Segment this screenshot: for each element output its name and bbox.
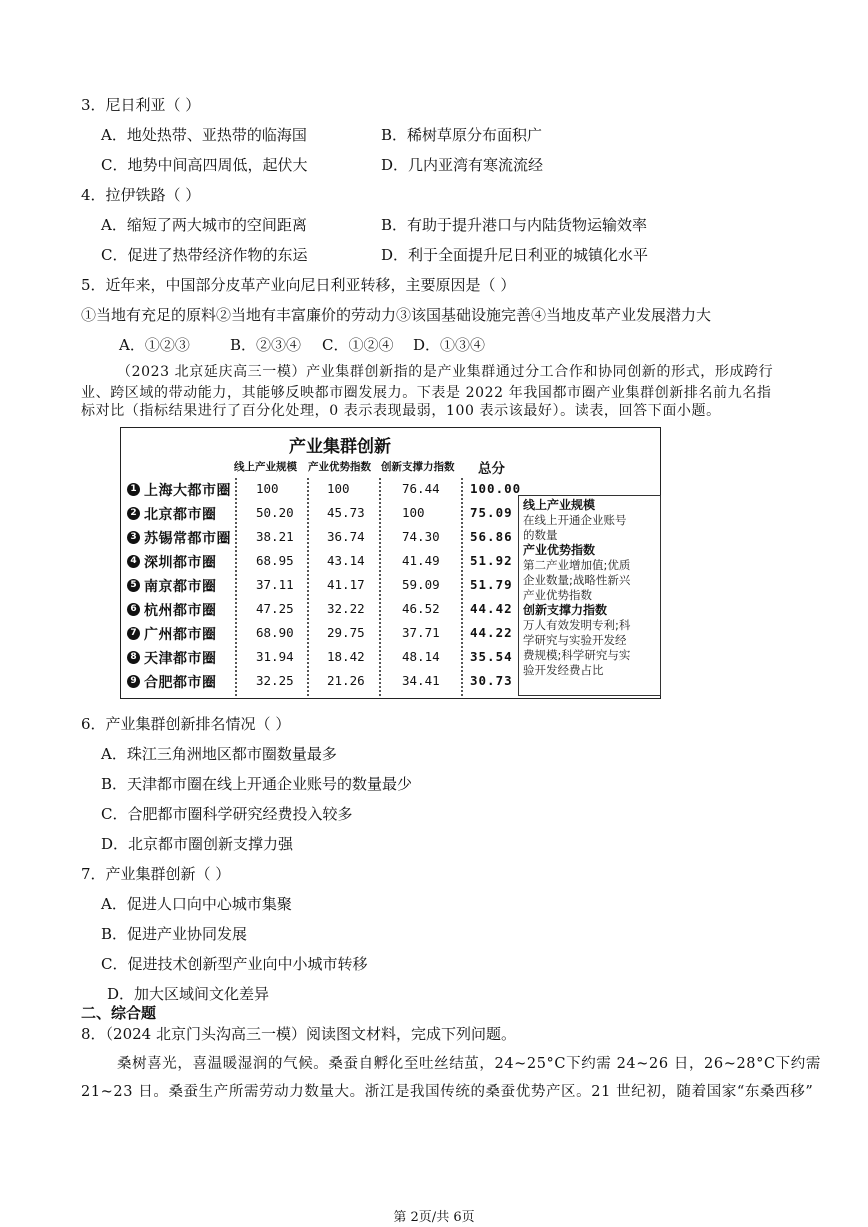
header-total: 总分 (478, 461, 505, 477)
cell-advantage-index: 18.42 (327, 649, 365, 664)
q8-material-line-1: 桑树喜光，喜温暖湿润的气候。桑蚕自孵化至吐丝结茧，24~25°C下约需 24~26 日，26~28°C下约需 (117, 1056, 821, 1072)
cell-innovation-index: 48.14 (402, 649, 440, 664)
q4-option-b: B．有助于提升港口与内陆货物运输效率 (381, 216, 648, 234)
legend-desc: 验开发经费占比 (523, 663, 604, 677)
cell-innovation-index: 34.41 (402, 673, 440, 688)
header-innovation-index: 创新支撑力指数 (381, 461, 455, 473)
table-row (121, 671, 516, 695)
cell-innovation-index: 74.30 (402, 529, 440, 544)
cell-advantage-index: 100 (327, 481, 350, 496)
cell-online-scale: 68.95 (256, 553, 294, 568)
figure-title: 产业集群创新 (289, 437, 391, 457)
intro-line-1: （2023 北京延庆高三一模）产业集群创新指的是产业集群通过分工合作和协同创新的形式，形成跨行 (117, 364, 774, 380)
header-advantage-index: 产业优势指数 (308, 461, 371, 473)
legend-desc: 万人有效发明专利;科 (523, 618, 631, 632)
cell-advantage-index: 43.14 (327, 553, 365, 568)
cell-innovation-index: 46.52 (402, 601, 440, 616)
q7-option-d: D．加大区域间文化差异 (107, 985, 270, 1003)
cell-online-scale: 68.90 (256, 625, 294, 640)
q3-stem: 3．尼日利亚（ ） (81, 96, 201, 114)
q7-stem: 7．产业集群创新（ ） (81, 865, 231, 883)
q6-option-c: C．合肥都市圈科学研究经费投入较多 (101, 805, 353, 823)
cell-innovation-index: 100 (402, 505, 425, 520)
cell-advantage-index: 21.26 (327, 673, 365, 688)
q8-stem: 8．（2024 北京门头沟高三一模）阅读图文材料，完成下列问题。 (81, 1025, 516, 1043)
q4-stem: 4．拉伊铁路（ ） (81, 186, 201, 204)
cell-online-scale: 50.20 (256, 505, 294, 520)
table-row (121, 575, 516, 599)
cell-innovation-index: 59.09 (402, 577, 440, 592)
table-row (121, 479, 522, 503)
legend-desc: 第二产业增加值;优质 (523, 558, 631, 572)
rank-badge: 6 (127, 603, 140, 616)
section-heading: 二、综合题 (81, 1004, 157, 1022)
cell-online-scale: 31.94 (256, 649, 294, 664)
page-footer: 第 2页/共 6页 (393, 1210, 475, 1225)
cell-total: 30.73 (470, 673, 513, 688)
city-name: 深圳都市圈 (144, 555, 217, 571)
q5-option-c: C．①②④ (322, 336, 394, 354)
cell-total: 75.09 (470, 505, 513, 520)
header-online-scale: 线上产业规模 (234, 461, 297, 473)
legend-heading: 产业优势指数 (523, 543, 596, 557)
cell-online-scale: 47.25 (256, 601, 294, 616)
cell-advantage-index: 29.75 (327, 625, 365, 640)
cell-innovation-index: 37.71 (402, 625, 440, 640)
rank-badge: 4 (127, 555, 140, 568)
legend-desc: 在线上开通企业账号 (523, 513, 627, 527)
city-name: 苏锡常都市圈 (144, 531, 231, 547)
cell-advantage-index: 36.74 (327, 529, 365, 544)
legend-desc: 学研究与实验开发经 (523, 633, 627, 647)
cell-total: 44.22 (470, 625, 513, 640)
cell-innovation-index: 76.44 (402, 481, 440, 496)
table-row (121, 551, 516, 575)
rank-badge: 2 (127, 507, 140, 520)
city-name: 广州都市圈 (144, 627, 217, 643)
q4-option-a: A．缩短了两大城市的空间距离 (101, 216, 307, 234)
cell-total: 35.54 (470, 649, 513, 664)
rank-badge: 1 (127, 483, 140, 496)
cell-total: 56.86 (470, 529, 513, 544)
q4-option-c: C．促进了热带经济作物的东运 (101, 246, 308, 264)
q5-option-d: D．①③④ (413, 336, 486, 354)
cell-advantage-index: 32.22 (327, 601, 365, 616)
rank-badge: 3 (127, 531, 140, 544)
q5-option-a: A．①②③ (119, 336, 190, 354)
q5-option-b: B．②③④ (230, 336, 302, 354)
cell-advantage-index: 45.73 (327, 505, 365, 520)
legend-heading: 创新支撑力指数 (523, 603, 608, 617)
city-name: 合肥都市圈 (144, 675, 217, 691)
legend-desc: 产业优势指数 (523, 588, 592, 602)
q7-option-b: B．促进产业协同发展 (101, 925, 248, 943)
q3-option-b: B．稀树草原分布面积广 (381, 126, 543, 144)
legend-desc: 企业数量;战略性新兴 (523, 573, 631, 587)
city-name: 北京都市圈 (144, 507, 217, 523)
city-name: 天津都市圈 (144, 651, 217, 667)
q4-option-d: D．利于全面提升尼日利亚的城镇化水平 (381, 246, 649, 264)
city-name: 上海大都市圈 (144, 483, 231, 499)
cell-online-scale: 37.11 (256, 577, 294, 592)
q3-option-d: D．几内亚湾有寒流流经 (381, 156, 544, 174)
table-row (121, 599, 516, 623)
cell-online-scale: 32.25 (256, 673, 294, 688)
rank-badge: 8 (127, 651, 140, 664)
table-row (121, 503, 516, 527)
city-name: 杭州都市圈 (144, 603, 217, 619)
legend-heading: 线上产业规模 (523, 498, 596, 512)
q6-stem: 6．产业集群创新排名情况（ ） (81, 715, 291, 733)
legend-desc: 费规模;科学研究与实 (523, 648, 631, 662)
table-row (121, 623, 516, 647)
q6-option-b: B．天津都市圈在线上开通企业账号的数量最少 (101, 775, 413, 793)
q5-stem: 5．近年来，中国部分皮革产业向尼日利亚转移，主要原因是（ ） (81, 276, 516, 294)
cell-total: 44.42 (470, 601, 513, 616)
city-name: 南京都市圈 (144, 579, 217, 595)
industry-cluster-table-figure (120, 427, 661, 699)
table-row (121, 647, 516, 671)
q7-option-c: C．促进技术创新型产业向中小城市转移 (101, 955, 368, 973)
cell-total: 51.92 (470, 553, 513, 568)
rank-badge: 5 (127, 579, 140, 592)
q5-items: ①当地有充足的原料②当地有丰富廉价的劳动力③该国基础设施完善④当地皮革产业发展潜力大 (81, 306, 712, 324)
q8-material-line-2: 21~23 日。桑蚕生产所需劳动力数量大。浙江是我国传统的桑蚕优势产区。21 世纪初，随着国家“东桑西移” (81, 1084, 814, 1100)
indicator-legend (518, 495, 661, 696)
intro-line-2: 业、跨区域的带动能力，其能够反映都市圈发展力。下表是 2022 年我国都市圈产业集群创新排名前九名指 (81, 385, 772, 401)
rank-badge: 7 (127, 627, 140, 640)
cell-advantage-index: 41.17 (327, 577, 365, 592)
cell-innovation-index: 41.49 (402, 553, 440, 568)
q3-option-c: C．地势中间高四周低，起伏大 (101, 156, 308, 174)
rank-badge: 9 (127, 675, 140, 688)
q7-option-a: A．促进人口向中心城市集聚 (101, 895, 292, 913)
cell-total: 100.00 (470, 481, 522, 496)
cell-online-scale: 100 (256, 481, 279, 496)
q6-option-a: A．珠江三角洲地区都市圈数量最多 (101, 745, 337, 763)
q3-option-a: A．地处热带、亚热带的临海国 (101, 126, 307, 144)
table-row (121, 527, 516, 551)
q6-option-d: D．北京都市圈创新支撑力强 (101, 835, 294, 853)
legend-desc: 的数量 (523, 528, 558, 542)
cell-total: 51.79 (470, 577, 513, 592)
intro-line-3: 标对比（指标结果进行了百分化处理，0 表示表现最弱，100 表示该最好）。读表，回答下面小题。 (81, 403, 721, 419)
cell-online-scale: 38.21 (256, 529, 294, 544)
